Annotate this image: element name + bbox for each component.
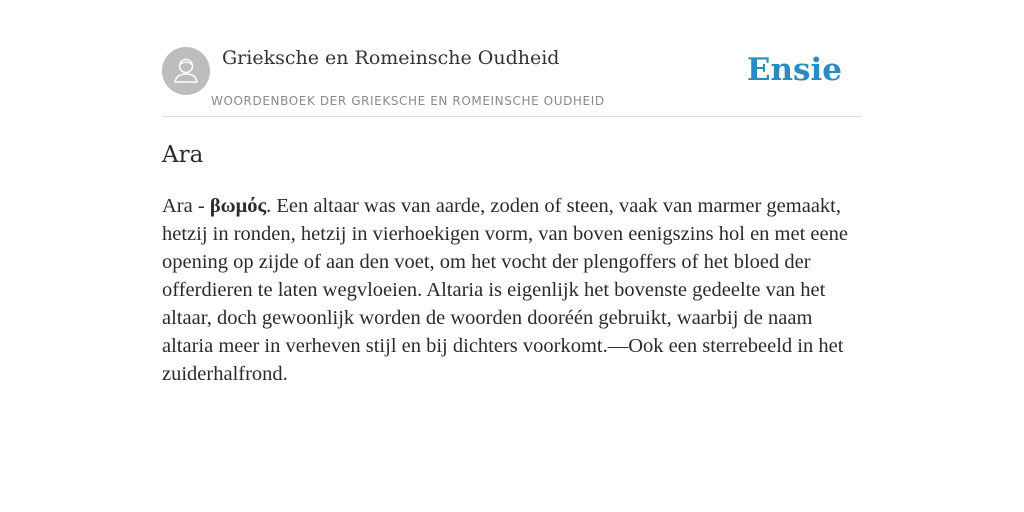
entry-headword: Ara [162, 195, 193, 217]
entry-separator: - [192, 195, 210, 217]
page-container [162, 0, 862, 385]
greek-term: βωμός [209, 195, 267, 217]
ensie-logo[interactable]: Ensie [746, 52, 842, 88]
entry-title: Ara [162, 142, 204, 168]
entry-definition [162, 192, 862, 388]
source-subtitle: WOORDENBOEK DER GRIEKSCHE EN ROMEINSCHE OUDHEID [211, 94, 605, 108]
avatar[interactable] [162, 47, 210, 95]
user-icon [162, 47, 210, 95]
source-header [162, 0, 862, 117]
definition-text: . Een altaar was van aarde, zoden of steen, vaak van marmer gemaakt, hetzij in ronden, hetzij in vierhoekigen vorm, van boven eenigszins hol en met eene opening op zijde of aan den voet, om het vocht der plengoffers of het bloed der offerdieren te laten wegvloeien. Altaria is eigenlijk het bovenste gedeelte van het altaar, doch gewoonlijk worden de woorden dooréén gebruikt, waarbij de naam altaria meer in verheven stijl en bij dichters voorkomt.—Ook een sterrebeeld in het zuiderhalfrond. [162, 195, 848, 385]
source-title[interactable]: Grieksche en Romeinsche Oudheid [222, 47, 560, 69]
